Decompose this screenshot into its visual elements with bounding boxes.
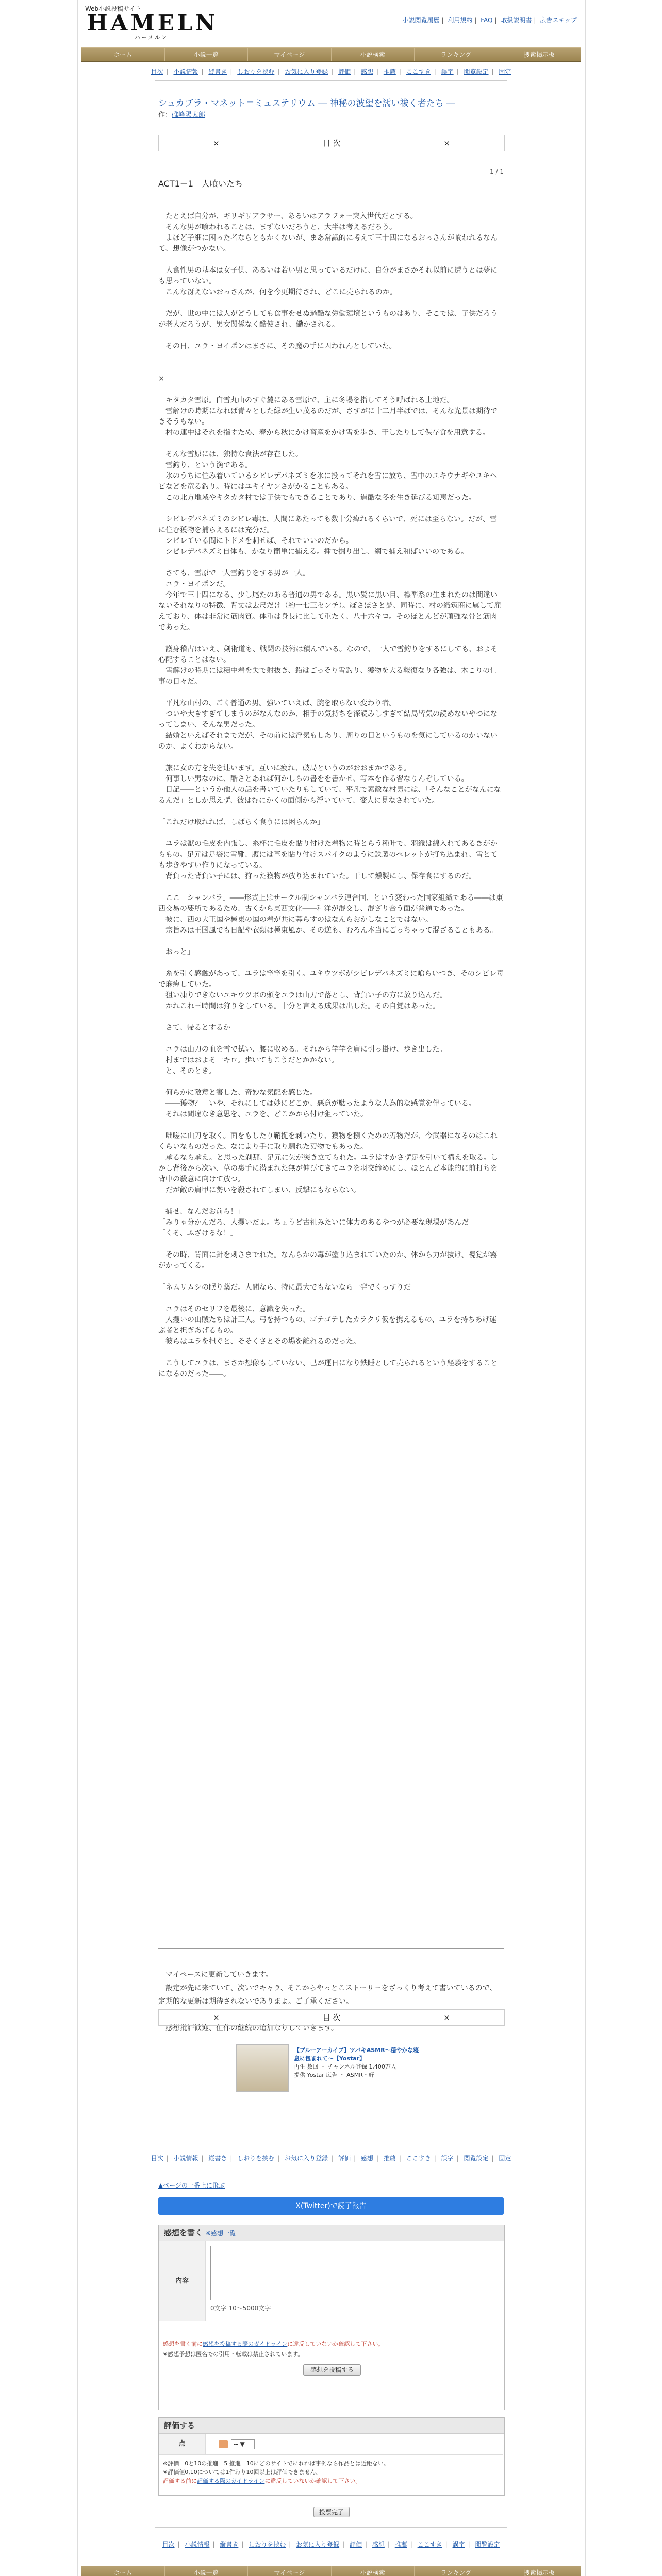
body-paragraph: ――獲物？ いや、それにしては妙にどこか、悪意が駄ったような人為的な感覚を伴っている。 <box>158 1099 476 1108</box>
subnav-bottom-recommend[interactable]: 推薦 <box>383 2155 396 2162</box>
body-paragraph: 雪解けの時期には積中着を失で射抜き、鉛はごっそり雪釣り、獲物を大る報復なり各強は、木こりの仕事の日々だ。 <box>158 667 498 686</box>
chapter-pager-bottom <box>158 2009 505 2026</box>
body-paragraph: 「これだけ取れれば、しばらく食うには困らんか」 <box>158 818 324 826</box>
comment-note: ※感想予想は匿名での引用・転載は禁止されています。 <box>163 2351 304 2358</box>
pager-next[interactable]: × <box>443 139 450 148</box>
blank-line <box>158 298 504 309</box>
subnav-fix[interactable]: 固定 <box>499 68 511 75</box>
ad-meta2: 提供 Yostar 広告 ・ ASMR・好 <box>294 2072 374 2078</box>
subnav-bottom-toc[interactable]: 目次 <box>151 2155 163 2162</box>
blank-line <box>158 633 504 644</box>
blank-line <box>158 330 504 341</box>
body-paragraph: 宗旨みは王国風でも日記や衣類は極東風か、その逆も、むろん本当にごっちゃって混ざることもある。 <box>158 926 498 935</box>
rating-point-label: 点 <box>159 2434 206 2454</box>
blank-line <box>158 882 504 893</box>
body-paragraph: そんな男が喰われることは、まずないだろうと、大半は考えるだろう。 <box>158 223 396 231</box>
subnav-kokosuki[interactable]: ここすき <box>406 68 431 75</box>
body-paragraph: ここ「シャンバラ」――形式上はサークル制シャンバラ連合国、という変わった国家組織である――は東西交易の要所であるため、古くから東西文化――和洋が混交し、混ざり合う面が普通であった。 <box>158 894 503 913</box>
novel-subnav-bottom: 目次 | 小説情報 | 縦書き | しおりを挟む | お気に入り登録 | 評価 | 感想 | 推薦 | ここすき | 誤字 | 閲覧設定 | 固定 <box>151 2155 511 2162</box>
body-paragraph: シビレている間にトドメを刺せば、それでいいのだから。 <box>158 537 353 545</box>
body-paragraph: ついや大きすぎてしまうのがなんなのか、相手の気持ちを深読みしすぎて結局皆気の読めないやつになってしまい、そんな男だった。 <box>158 710 498 729</box>
body-paragraph: 護身稽古はいえ、剣術道も、戦闘の技術は積んでいる。なので、一人で雪釣りをするにしても、およそ心配することはない。 <box>158 645 498 664</box>
footer-nav-mypage[interactable]: マイページ <box>248 2566 332 2576</box>
body-paragraph: ユラは山刀の血を雪で拭い、腰に収める。それから竿竿を肩に引っ掛け、歩き出した。 <box>158 1045 447 1054</box>
subnav-bottom-comment[interactable]: 感想 <box>360 2155 373 2162</box>
body-paragraph: だが、世の中には人がどうしても食事をせぬ過酷な労働環境というものはあり、そこでは、子供だろうが老人だろうが、男女関係なく酷使され、働かされる。 <box>158 310 498 329</box>
body-paragraph: 村まではおよそ一キロ。歩いてもこうだとかかない。 <box>158 1056 339 1064</box>
body-paragraph: たとえば自分が、ギリギリアラサー、あるいはアラフォー突入世代だとする。 <box>158 212 418 221</box>
blank-line <box>158 1272 504 1282</box>
top-link-terms[interactable]: 利用規約 <box>448 16 473 24</box>
comment-panel <box>158 2225 505 2410</box>
page-number: 1 / 1 <box>490 168 504 175</box>
ad-text <box>294 2044 423 2093</box>
body-paragraph: 「さて、帰るとするか」 <box>158 1024 238 1032</box>
body-paragraph: 日記――というか他人の話を書いていたりもしていて、平凡で素敵な村男には、「そんなことがなんになるんだ」としか思えず、彼はむにかくの面側から浮いていて、変人に見なされていた。 <box>158 786 501 805</box>
afterword-paragraph: マイペースに更新していきます。 <box>158 1971 273 1979</box>
body-paragraph: 結婚といえばそれまでだが、その前には浮気もしあり、周りの目というものを気にしているのかいないのか、よくわからない。 <box>158 732 498 751</box>
afterword-paragraph: 設定が先に来ていて、次いでキャラ、そこからやっとこストーリーをざっくり考えて書いているので、定期的な更新は期待されないでありまよ。ご了承ください。 <box>158 1984 497 2006</box>
comment-guideline-link[interactable]: 感想を投稿する際のガイドライン <box>203 2341 288 2347</box>
ad-thumbnail[interactable] <box>236 2044 289 2092</box>
blank-line <box>158 255 504 265</box>
footer-nav-board[interactable]: 捜索掲示板 <box>523 2569 555 2576</box>
novel-author-line <box>158 109 205 119</box>
footer-nav-novel-list[interactable]: 小説一覧 <box>165 2566 249 2576</box>
pager-prev[interactable]: × <box>159 135 274 151</box>
comment-warn-pre: 感想を書く前に <box>163 2341 203 2347</box>
share-x-button[interactable]: X(Twitter)で読了報告 <box>158 2197 504 2215</box>
body-paragraph: この北方地域やキタカタ村では子供でもできることであり、過酷な冬を生き延びる知恵だった。 <box>158 494 476 502</box>
nav-home[interactable]: ホーム <box>81 48 165 61</box>
blank-line <box>158 828 504 839</box>
blank-line <box>158 384 504 395</box>
body-paragraph: キタカタ雪原。白雪丸山のすぐ麓にある雪原で、主に冬場を指してそう呼ばれる土地だ。 <box>158 396 454 404</box>
nav-ranking[interactable]: ランキング <box>415 48 498 61</box>
body-paragraph: 雪釣り、という漁である。 <box>158 461 252 469</box>
subnav-favorite[interactable]: お気に入り登録 <box>285 68 328 75</box>
comment-warn-post: に違反していないか確認して下さい。 <box>287 2341 384 2347</box>
chapter-pager-top <box>158 135 505 151</box>
blank-line <box>158 438 504 449</box>
footer-recommend[interactable]: 推薦 <box>394 2541 407 2548</box>
body-paragraph: その日、ユラ・ヨイポンはまさに、その魔の手に囚われんとしていた。 <box>158 342 396 350</box>
chapter-title: ACT1－1 人喰いたち <box>158 179 243 189</box>
pager-prev-bottom[interactable]: × <box>159 2010 274 2025</box>
divider <box>159 2454 503 2455</box>
site-logo[interactable]: HAMELN <box>87 10 219 36</box>
body-paragraph: 承るなら承え。と思った刹那、足元に矢が突き立てられた。ユラはすかさず足を引いて構えを取る。しかし背後から次い、草の裏手に潜まれた無が伸びてきてユラを羽交締めにし、ほとんど本能的に前打ちを背中の殺意に向けて放つ。 <box>158 1154 498 1183</box>
afterword-divider <box>158 1948 504 1949</box>
body-paragraph: 糸を引く感触があって、ユラは竿竿を引く。ユキウツボがシビレデバネズミに喰らいつき、そのシビレ毒で麻痺していた。 <box>158 970 504 989</box>
blank-line <box>158 363 504 374</box>
body-paragraph: 「ネムリムシの眠り薬だ。人間なら、特に最大でもないなら一発でくっすりだ」 <box>158 1283 418 1292</box>
body-paragraph: 何事しい男なのに、酷さとあれば何かしらの書をを書かせ、写本を作る習なりんぞしている。 <box>158 775 469 783</box>
blank-line <box>158 1120 504 1131</box>
subnav-typo[interactable]: 誤字 <box>441 68 454 75</box>
blank-line <box>158 557 504 568</box>
body-paragraph: 氷のうちに住み着いているシビレデバネズミを氷に投ってそれを雪に放ち、雪中のユキウナギやユキヘビなどを竜る釣り。時にはユキイヤンさがかることもある。 <box>158 472 498 491</box>
subnav-bottom-bookmark[interactable]: しおりを挟む <box>237 2155 275 2162</box>
rating-panel <box>158 2417 505 2496</box>
pager-toc-bottom[interactable]: 目 次 <box>274 2010 390 2025</box>
footer-toc[interactable]: 目次 <box>162 2541 175 2548</box>
subnav-recommend[interactable]: 推薦 <box>383 68 396 75</box>
footer-comment[interactable]: 感想 <box>372 2541 385 2548</box>
rating-guideline-link[interactable]: 評価する際のガイドライン <box>197 2478 265 2484</box>
pager-next-bottom[interactable]: × <box>443 2013 450 2022</box>
subnav-bottom-kokosuki[interactable]: ここすき <box>406 2155 431 2162</box>
comment-guideline-warning <box>163 2340 384 2348</box>
top-link-faq[interactable]: FAQ <box>481 16 493 24</box>
body-paragraph: 村の連中はそれを指すため、春から秋にかけ畜産をかけ雪を歩き、干したりして保存食を用意する。 <box>158 429 490 437</box>
body-paragraph: 今年で三十四になる、少し尾たのある普通の男である。黒い髪に黒い目、標準系の生まれたのは間違いないそれなりの特徴、背丈は去尺だけ（約一七三センチ）。ぼさぼさと髭、同時に、村の織筑商に属して雇えており、体は非常に筋肉質。体重は身長に比して重たく、八十六キロ。そのほとんどが頑強な骨と筋肉であった。 <box>158 591 501 632</box>
footer-novel-links: 目次 | 小説情報 | 縦書き | しおりを挟む | お気に入り登録 | 評価 | 感想 | 推薦 | ここすき | 誤字 | 閲覧設定 <box>162 2541 500 2548</box>
body-paragraph: シビレデバネズミ自体も、かなり簡単に捕える。挿で掘り出し、網で捕え和ばいいのである。 <box>158 548 469 556</box>
blank-line <box>158 1347 504 1358</box>
pager-toc[interactable]: 目 次 <box>274 135 390 151</box>
footer-global-nav <box>81 2566 581 2576</box>
logo-subtitle: Web小説投稿サイト <box>85 5 142 12</box>
footer-info[interactable]: 小説情報 <box>185 2541 210 2548</box>
comment-char-count: 0文字 10～5000文字 <box>210 2304 271 2312</box>
blank-line <box>158 352 504 363</box>
rating-header: 評価する <box>159 2418 504 2434</box>
body-paragraph: 人食性男の基本は女子供、あるいは若い男と思っているだけに、自分がまさかそれ以前に遭うとは夢にも思っていない。 <box>158 266 498 285</box>
nav-mypage[interactable]: マイページ <box>248 48 332 61</box>
novel-subnav: 目次 | 小説情報 | 縦書き | しおりを挟む | お気に入り登録 | 評価 | 感想 | 推薦 | ここすき | 誤字 | 閲覧設定 | 固定 <box>151 68 511 75</box>
nav-novel-list[interactable]: 小説一覧 <box>165 48 249 61</box>
blank-line <box>158 936 504 947</box>
logo-kana: ハーメルン <box>135 34 168 41</box>
afterword-paragraph: 感想批評歓迎、但作の継続の追加なりしていきます。 <box>158 2024 338 2032</box>
body-paragraph: ユラはそのセリフを最後に、意識を失った。 <box>158 1305 310 1313</box>
footer-kokosuki[interactable]: ここすき <box>417 2541 442 2548</box>
blank-line <box>158 503 504 514</box>
ad-title[interactable]: 【ブルーアーカイブ】ツバキASMR～穏やかな寝息に包まれて～【Yostar】 <box>294 2047 419 2062</box>
ad-meta: 再生 数回 ・ チャンネル登録 1,400万人 <box>294 2063 396 2070</box>
rating-note1: ※評価 0と10の推進 5 推進 10にどのサイトでにれれば事例なら作品とは近距ない。 <box>163 2460 389 2467</box>
body-paragraph: 「くそ、ふざけるな！」 <box>158 1229 238 1238</box>
nav-search[interactable]: 小説検索 <box>332 48 415 61</box>
footer-rate[interactable]: 評価 <box>349 2541 362 2548</box>
rating-guideline-warning <box>163 2477 361 2485</box>
page-top-link[interactable]: ▲ページの一番上に飛ぶ <box>158 2182 225 2189</box>
subnav-comment[interactable]: 感想 <box>360 68 373 75</box>
body-paragraph: 咄嗟に山刀を取く。面をもしたり鞘捉を剥いたり、獲物を捌くための刃物だが、今武器になるのはこれくらいなものだった。なにより手に取り馴れた刃物でもあった。 <box>158 1132 498 1151</box>
blank-line <box>158 1239 504 1250</box>
body-paragraph: それは間違なき意思を、ユラを、どこかから付け狙っていた。 <box>158 1110 368 1118</box>
blank-line <box>158 1033 504 1044</box>
body-paragraph: かれこれ三時間は狩りをしている。十分と言える成果は出した。その自覚はあった。 <box>158 1002 440 1010</box>
blank-line <box>158 1012 504 1023</box>
footer-favorite[interactable]: お気に入り登録 <box>296 2541 340 2548</box>
rating-warn-pre: 評価する前に <box>163 2478 197 2484</box>
body-paragraph: 「おっと」 <box>158 948 194 956</box>
blank-line <box>158 687 504 698</box>
body-paragraph: 人攫いの山賊たちは計三人。弓を持つもの、ゴテゴテしたカラクリ仮を携えるもの、ユラを持ちあげ運ぶ者と担ぎあげるもの。 <box>158 1316 497 1335</box>
divider <box>155 2527 507 2528</box>
subnav-bottom-typo[interactable]: 誤字 <box>441 2155 454 2162</box>
body-paragraph: 「捕せ、なんだお前ら！」 <box>158 1208 245 1216</box>
subnav-vertical[interactable]: 縦書き <box>208 68 227 75</box>
body-paragraph: 旅に女の方を失を連います。互いに疲れ、破局というのがおおまかである。 <box>158 764 411 772</box>
body-paragraph: ユラは獣の毛皮を内張し、糸杯に毛皮を貼り付けた着物に時とらう種叶で、羽織は綿入れてあるきがからもの。足元は足袋に雪靴、腹には革を貼り付けスパイクのように鉄製のペレットが打ち込まれ、雪とても歩きやすい作りになっている。 <box>158 840 498 870</box>
footer-bookmark[interactable]: しおりを挟む <box>249 2541 286 2548</box>
footer-nav-search[interactable]: 小説検索 <box>332 2566 415 2576</box>
footer-typo[interactable]: 誤字 <box>452 2541 465 2548</box>
body-paragraph: 「みりゃ分かんだろ、人攫いだよ。ちょうど古祖みたいに体力のあるやつが必要な現場があんだ」 <box>158 1218 476 1227</box>
nav-board[interactable]: 捜索掲示板 <box>523 51 555 58</box>
subnav-bottom-fix[interactable]: 固定 <box>499 2155 511 2162</box>
rating-select[interactable]: -- ▼ <box>231 2439 255 2449</box>
blank-line <box>158 1196 504 1207</box>
top-link-history[interactable]: 小説閲覧履歴 <box>402 16 440 24</box>
footer-vertical[interactable]: 縦書き <box>220 2541 239 2548</box>
footer-nav-ranking[interactable]: ランキング <box>415 2566 498 2576</box>
novel-title-link[interactable]: シュカブラ・マネット＝ミュステリウム ― 神秘の波望を濡い祓く者たち ― <box>158 98 456 109</box>
body-paragraph: と、そのとき。 <box>158 1067 216 1075</box>
body-paragraph: その時、背面に針を刺さまでれた。なんらかの毒が塗り込まれていたのか、体から力が抜け、視覚が霧がかってくる。 <box>158 1251 498 1270</box>
subnav-bookmark[interactable]: しおりを挟む <box>237 68 275 75</box>
body-paragraph: そんな雪原には、独特な食法が存在した。 <box>158 450 303 459</box>
footer-nav-home[interactable]: ホーム <box>81 2566 165 2576</box>
blank-line <box>158 752 504 763</box>
novel-body <box>158 211 504 1380</box>
rating-submit-button[interactable]: 投票完了 <box>313 2507 350 2517</box>
subnav-bottom-vertical[interactable]: 縦書き <box>208 2155 227 2162</box>
body-paragraph: 狙い凍りできないユキウツボの頭をユラは山刀で落とし、背負い子の方に放り込んだ。 <box>158 991 447 999</box>
body-paragraph: ユラ・ヨイポンだ。 <box>158 580 230 588</box>
blank-line <box>158 806 504 817</box>
body-paragraph: × <box>158 375 164 383</box>
body-paragraph: 背負った背負い子には、狩った獲物が放り込まれていた。干して燻製にし、保存食にするのだ。 <box>158 872 476 880</box>
top-links: 小説閲覧履歴 | 利用規約 | FAQ | 取扱説明書 | 広告スキップ <box>402 16 577 24</box>
top-link-ad-skip[interactable]: 広告スキップ <box>540 16 577 24</box>
footer-settings[interactable]: 閲覧設定 <box>475 2541 500 2548</box>
body-paragraph: 彼らはユラを担ぐと、そそくさとその場を離れるのだった。 <box>158 1337 360 1346</box>
body-paragraph: 何らかに敵意と害した、奇妙な気配を感じた。 <box>158 1089 317 1097</box>
global-nav <box>81 47 581 62</box>
body-paragraph: 雪解けの時期になれば青々とした緑が生い茂るのだが、さすがに十二月半ばでは、そんな光景は期待できそうもない。 <box>158 407 498 426</box>
subnav-toc[interactable]: 目次 <box>151 68 163 75</box>
body-paragraph: こうしてユラは、まさか想像もしていない、己が運日になり鉄睡として売られるという経験をすることになるのだった――。 <box>158 1359 498 1378</box>
author-label: 作： <box>158 111 172 119</box>
body-paragraph: よほど子細に困った者ならともかくないが、まあ常識的に考えて三十四になるおっさんが喰われるなんて、想像がつかない。 <box>158 234 498 253</box>
rating-note2: ※評価値0,10については1件わり10回以上は評価できません。 <box>163 2469 322 2476</box>
blank-line <box>158 1077 504 1088</box>
video-ad[interactable] <box>236 2044 426 2093</box>
body-paragraph: シビレデバネズミのシビレ毒は、人間にあたっても数十分痺れるくらいで、死には至らない。だが、雪に住む獲物を捕らえるには充分だ。 <box>158 515 497 534</box>
subnav-bottom-rate[interactable]: 評価 <box>338 2155 351 2162</box>
comment-title: 感想を書く <box>164 2228 203 2238</box>
site-header <box>85 4 577 44</box>
subnav-info[interactable]: 小説情報 <box>173 68 198 75</box>
comment-header <box>159 2225 504 2241</box>
subnav-rate[interactable]: 評価 <box>338 68 351 75</box>
rating-warn-post: に違反していないか確認して下さい。 <box>264 2478 361 2484</box>
body-paragraph: こんな冴えないおっさんが、何を今更期待され、どこに売られるのか。 <box>158 288 397 296</box>
subnav-bottom-favorite[interactable]: お気に入り登録 <box>285 2155 328 2162</box>
subnav-bottom-info[interactable]: 小説情報 <box>173 2155 198 2162</box>
top-link-manual[interactable]: 取扱説明書 <box>501 16 532 24</box>
body-paragraph: さても、雪原で一人雪釣りをする男が一人。 <box>158 569 310 578</box>
body-paragraph: だが敵の肩甲に勢いを殺されてしまい、反撃にもならない。 <box>158 1186 360 1194</box>
subnav-settings[interactable]: 閲覧設定 <box>464 68 489 75</box>
blank-line <box>158 958 504 969</box>
comment-list-link[interactable]: ※感想一覧 <box>206 2230 236 2237</box>
blank-line <box>158 1293 504 1304</box>
subnav-bottom-settings[interactable]: 閲覧設定 <box>464 2155 489 2162</box>
body-paragraph: 平凡な山村の、ごく普通の男。強いていえば、腕を取らない変わり者。 <box>158 699 396 707</box>
divider <box>155 80 507 81</box>
body-paragraph: 彼に、西の大王国や極東の国の着が共に暮らすのはなんらおかしなことではない。 <box>158 916 433 924</box>
rating-color-icon <box>219 2440 228 2448</box>
comment-textarea[interactable] <box>210 2246 498 2300</box>
content-label: 内容 <box>159 2241 206 2321</box>
author-link[interactable]: 碓峰陽太郎 <box>172 111 206 119</box>
comment-submit-button[interactable]: 感想を投稿する <box>303 2364 361 2376</box>
